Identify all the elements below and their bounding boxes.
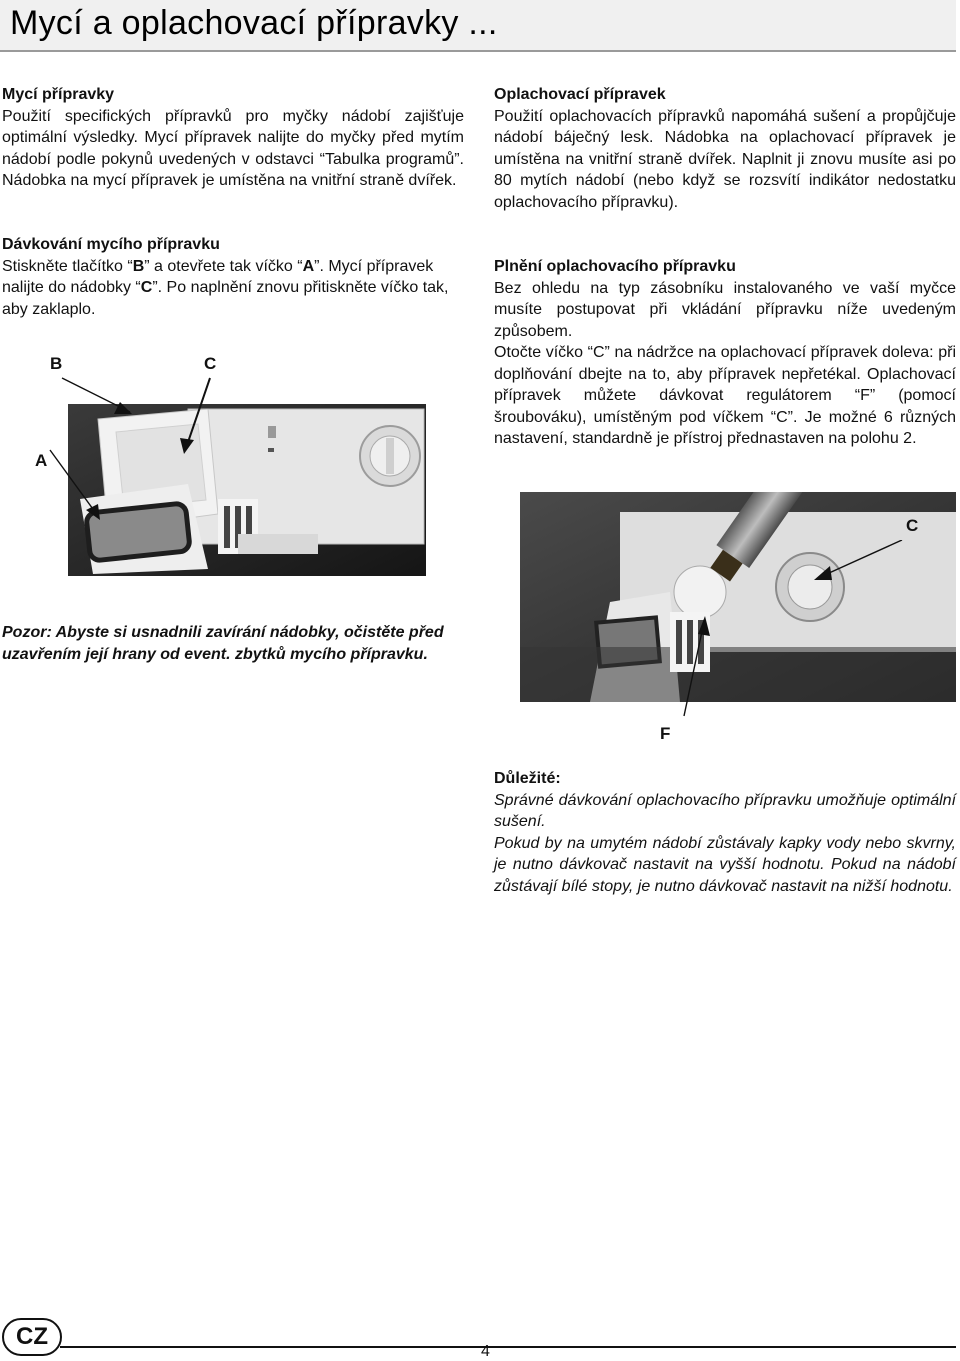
rinse-fill-body: Bez ohledu na typ zásobníku instalovaného ve vaší myčce musíte postupovat při vkládání přípravku níže uvedeným způsobem. Otočte víčko “C” na nádržce na oplachovací přípravek doleva: při doplňování dbejte na to, aby přípravek nepřetékal. Oplachovací přípravek můžete dávkovat regulátorem “F” (pomocí šroubováku), umístěným pod víčkem “C”. Je možné 6 různých nastavení, standardně je přístroj přednastaven na polohu 2. — [494, 279, 956, 447]
callout-b: B — [50, 354, 63, 373]
dosing-text-3: ”. Mycí přípravek nalijte do nádobky “ — [2, 257, 434, 296]
dosing-heading: Dávkování mycího přípravku — [2, 236, 220, 253]
right-callout-arrows — [680, 540, 910, 740]
dosing-text-1: Stiskněte tlačítko “ — [2, 257, 133, 275]
important-heading: Důležité: — [494, 770, 561, 787]
callout-f: F — [660, 724, 671, 743]
dosing-body — [2, 256, 464, 321]
dosing-ref-b: B — [132, 257, 145, 275]
dosing-ref-c: C — [140, 279, 153, 296]
rinse-fill-heading: Plnění oplachovacího přípravku — [494, 258, 736, 275]
page-number: 4 — [481, 1343, 490, 1360]
language-badge: CZ — [2, 1318, 62, 1356]
footer-rule — [60, 1346, 956, 1348]
important-body: Správné dávkování oplachovacího přípravku umožňuje optimální sušení. Pokud by na umytém nádobí zůstávaly kapky vody nebo skvrny, je nutno dávkovač nastavit na vyšší hodnotu. Pokud na nádobí zůstávají bílé stopy, je nutno dávkovač nastavit na nižší hodnotu. — [494, 791, 956, 895]
detergent-section — [2, 84, 464, 192]
callout-c-left: C — [204, 354, 217, 373]
rinse-fill-section — [494, 256, 956, 450]
callout-c-right: C — [906, 516, 919, 535]
dosing-ref-a: A — [302, 257, 315, 275]
page-title: Mycí a oplachovací přípravky ... — [10, 4, 498, 42]
dosing-section — [2, 234, 464, 320]
detergent-heading: Mycí přípravky — [2, 86, 115, 103]
title-bar — [0, 0, 956, 52]
rinse-aid-section — [494, 84, 956, 213]
warning-note: Pozor: Abyste si usnadnili zavírání nádobky, očistěte před uzavřením její hrany od event. zbytků mycího přípravku. — [2, 624, 444, 663]
dosing-text-2: ” a otevřete tak víčko “ — [144, 257, 303, 275]
rinse-aid-body: Použití oplachovacích přípravků napomáhá sušení a propůjčuje nádobí báječný lesk. Nádobka na oplachovací přípravek je umístěna na vnitřní straně dvířek. Naplnit ji znovu musíte asi po 80 mytích nádobí (nebo když se rozsvítí indikátor nedostatku oplachovacího přípravku). — [494, 107, 956, 211]
dosing-text-4: ”. Po naplnění znovu přitiskněte víčko tak, aby zaklaplo. — [2, 279, 449, 318]
rinse-aid-heading: Oplachovací přípravek — [494, 86, 666, 103]
callout-a: A — [35, 451, 48, 470]
detergent-body: Použití specifických přípravků pro myčky nádobí zajišťuje optimální výsledky. Mycí přípravek nalijte do myčky před mytím nádobí podle pokynů uvedených v odstavci “Tabulka programů”. Nádobka na mycí přípravek je umístěna na vnitřní straně dvířek. — [2, 107, 464, 189]
left-callout-arrows — [0, 330, 440, 560]
important-note — [494, 768, 956, 897]
